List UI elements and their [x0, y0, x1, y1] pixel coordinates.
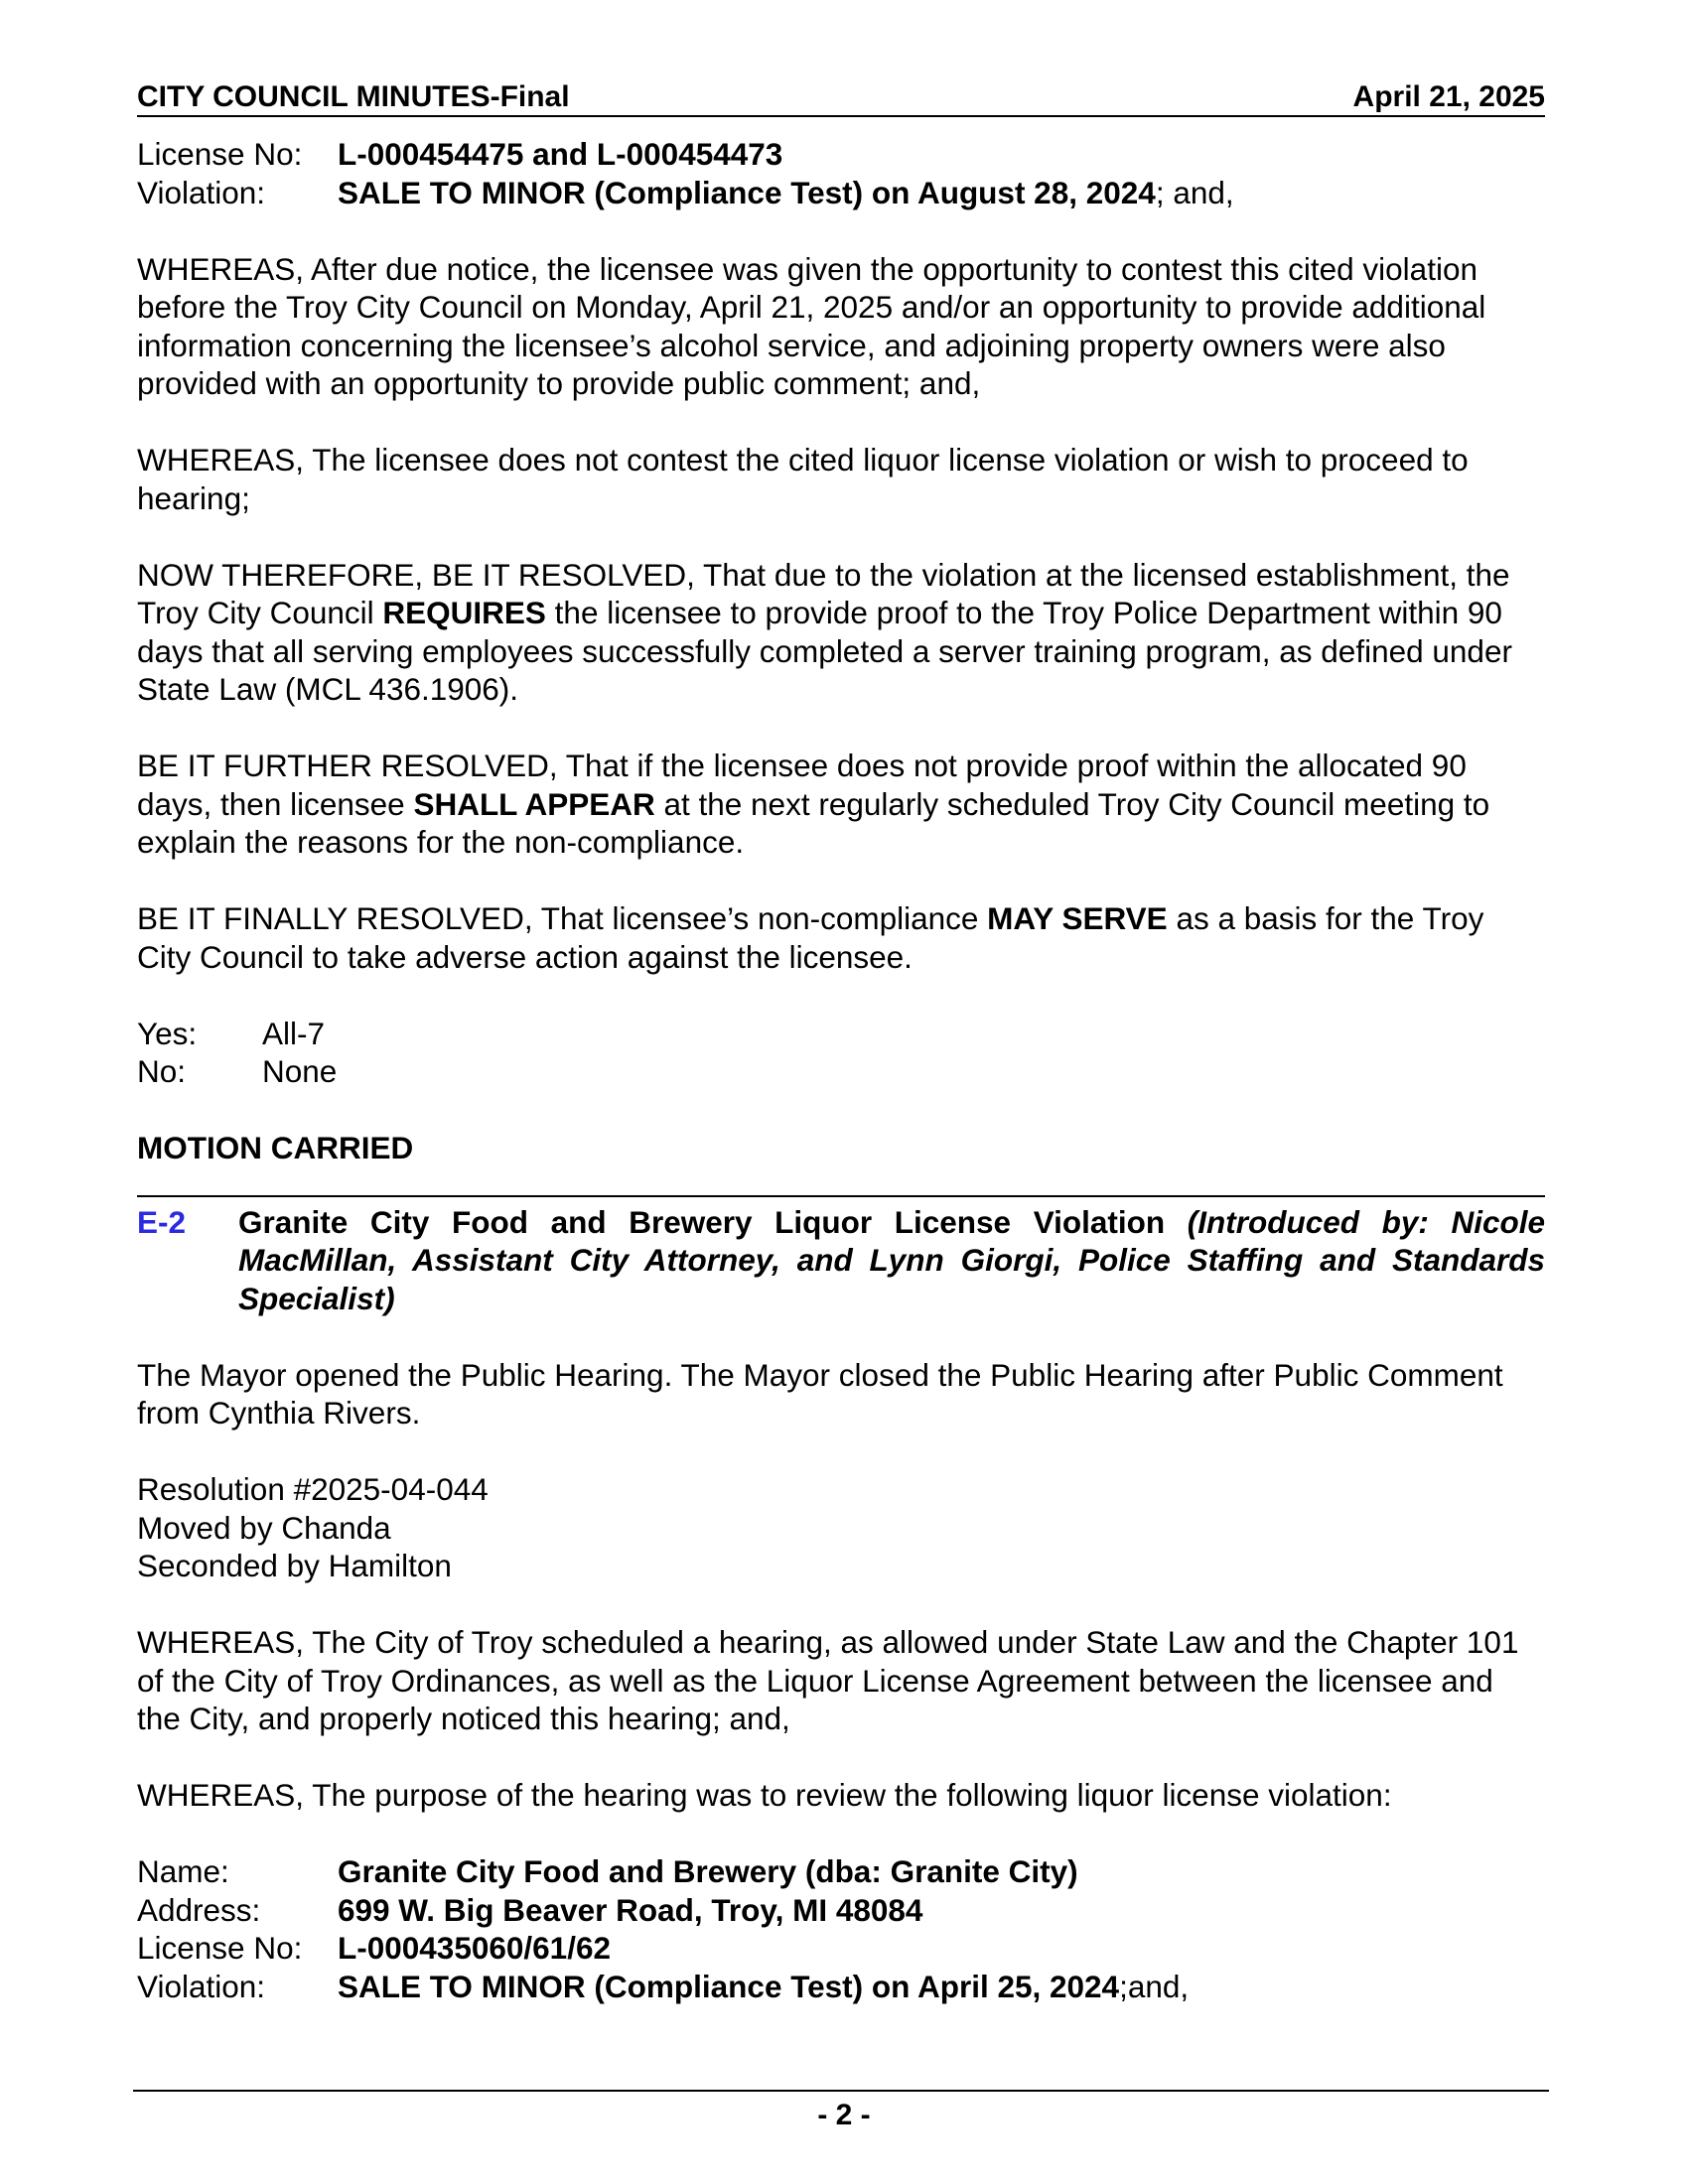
vote-yes-row	[137, 1015, 1545, 1053]
license-value: L-000454475 and L-000454473	[338, 136, 783, 172]
violation-row	[137, 174, 1545, 212]
detail-address-label: Address:	[137, 1891, 261, 1928]
vote-no-value: None	[262, 1053, 338, 1089]
further-resolved-post: at the next regularly scheduled Troy City Council meeting to explain the reasons for the non-compliance.	[137, 785, 1490, 860]
detail-address-value: 699 W. Big Beaver Road, Troy, MI 48084	[338, 1891, 923, 1928]
resolved-requires-pre: NOW THEREFORE, BE IT RESOLVED, That due to the violation at the licensed establishment, the Troy City Council	[137, 556, 1510, 630]
license-label: License No:	[137, 136, 303, 172]
detail-license-value: L-000435060/61/62	[338, 1930, 611, 1966]
public-hearing-text: The Mayor opened the Public Hearing. The Mayor closed the Public Hearing after Public Comment from Cynthia Rivers.	[137, 1356, 1503, 1431]
whereas-purpose: WHEREAS, The purpose of the hearing was to review the following liquor license violation:	[137, 1777, 1392, 1813]
item-heading	[238, 1203, 1545, 1318]
footer-divider	[133, 2090, 1549, 2092]
further-resolved	[137, 747, 1545, 862]
item-number: E-2	[137, 1203, 187, 1240]
resolved-requires	[137, 556, 1545, 709]
further-resolved-bold: SHALL APPEAR	[413, 785, 655, 822]
vote-no-row	[137, 1052, 1545, 1091]
detail-violation-value: SALE TO MINOR (Compliance Test) on April 25, 2024	[338, 1968, 1120, 2004]
detail-violation-suffix: ;and,	[1119, 1968, 1190, 2004]
vote-yes-label: Yes:	[137, 1015, 198, 1051]
page-header	[137, 79, 1545, 117]
item-intro: (Introduced by: Nicole MacMillan, Assistant City Attorney, and Lynn Giorgi, Police Staffing and Standards Specialist)	[238, 1203, 1545, 1316]
whereas-not-contest: WHEREAS, The licensee does not contest the cited liquor license violation or wish to proceed to hearing;	[137, 442, 1469, 516]
detail-violation-label: Violation:	[137, 1968, 266, 2004]
vote-yes-value: All-7	[262, 1015, 326, 1051]
resolution-moved: Moved by Chanda	[137, 1509, 391, 1546]
violation-label: Violation:	[137, 174, 266, 210]
detail-license-row	[137, 1929, 1545, 1968]
whereas-scheduled: WHEREAS, The City of Troy scheduled a hearing, as allowed under State Law and the Chapter 101 of the City of Troy Ordinances, as well as the Liquor License Agreement between the licensee and the City, and properly noticed this hearing; and,	[137, 1624, 1519, 1736]
violation-suffix: ; and,	[1155, 174, 1234, 210]
motion-carried: MOTION CARRIED	[137, 1130, 414, 1165]
finally-resolved-post: as a basis for the Troy City Council to take adverse action against the licensee.	[137, 900, 1484, 975]
header-date: April 21, 2025	[1352, 80, 1545, 113]
resolved-requires-post: the licensee to provide proof to the Troy Police Department within 90 days that all serving employees successfully completed a server training program, as defined under State Law (MCL 436.1906).	[137, 595, 1512, 707]
detail-violation-row	[137, 1968, 1545, 2006]
resolution-number: Resolution #2025-04-044	[137, 1471, 489, 1507]
detail-address-row	[137, 1891, 1545, 1930]
detail-license-label: License No:	[137, 1930, 303, 1966]
finally-resolved-pre: BE IT FINALLY RESOLVED, That licensee’s non-compliance	[137, 900, 988, 936]
finally-resolved-bold: MAY SERVE	[987, 900, 1168, 936]
item-title: Granite City Food and Brewery Liquor License Violation	[238, 1203, 1188, 1240]
vote-no-label: No:	[137, 1053, 187, 1089]
whereas-due-notice: WHEREAS, After due notice, the licensee was given the opportunity to contest this cited violation before the Troy City Council on Monday, April 21, 2025 and/or an opportunity to provide additional information concerning the licensee’s alcohol service, and adjoining property owners were also provided with an opportunity to provide public comment; and,	[137, 250, 1486, 401]
detail-name-label: Name:	[137, 1853, 229, 1889]
document-page	[137, 79, 1545, 2005]
resolved-requires-bold: REQUIRES	[382, 595, 546, 630]
page-number: - 2 -	[817, 2099, 871, 2131]
header-title: CITY COUNCIL MINUTES-Final	[137, 80, 570, 113]
agenda-item-e2	[137, 1195, 1545, 1318]
detail-name-row	[137, 1852, 1545, 1891]
violation-value: SALE TO MINOR (Compliance Test) on August 28, 2024	[338, 174, 1156, 210]
license-row	[137, 135, 1545, 174]
further-resolved-pre: BE IT FURTHER RESOLVED, That if the licensee does not provide proof within the allocated 90 days, then licensee	[137, 748, 1467, 822]
resolution-seconded: Seconded by Hamilton	[137, 1548, 452, 1583]
detail-name-value: Granite City Food and Brewery (dba: Granite City)	[338, 1853, 1078, 1889]
finally-resolved	[137, 899, 1545, 976]
